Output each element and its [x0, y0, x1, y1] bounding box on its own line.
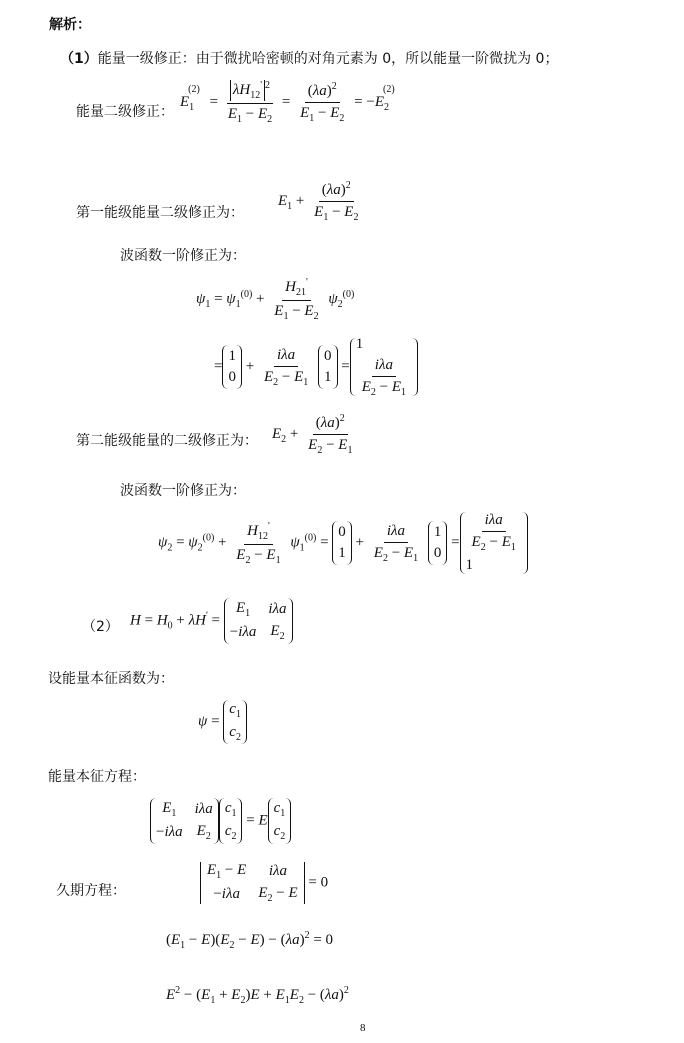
equation-quadratic: $E^2 - (E_1 + E_2)E + E_1E_2 - (\lambda a)^2$: [166, 985, 349, 1006]
page-number: 8: [360, 1022, 366, 1034]
part1-intro-text: 能量一级修正：由于微扰哈密顿的对角元素为 0，所以能量一阶微扰为 0；: [97, 51, 559, 67]
secular-label: 久期方程：: [56, 883, 126, 899]
equation-level1: $E_1$ + $\frac{(\lambda a)^2}{E_1 - E_2}$: [278, 180, 359, 223]
equation-second-order: $E_1^{(2)}$ = $\frac{\lambda H_{12}' ^2}{E_1 - E_2}$ = $\frac{(\lambda a)^2}{E_1 - E_2}$ = $-E_2^{(2)}$: [180, 80, 395, 126]
level2-label: 第二能级能量的二级修正为：: [76, 433, 258, 449]
eigen-equation-label: 能量本征方程：: [48, 769, 146, 785]
equation-hamiltonian: $H = H_0 + \lambda H'$ = $E_1$ iλa −iλa $E_2$: [130, 598, 293, 644]
part2-label: （2）: [82, 619, 119, 635]
equation-level2: $E_2$ + $\frac{(\lambda a)^2}{E_2 - E_1}$: [272, 413, 353, 456]
wave1-label: 波函数一阶修正为：: [120, 248, 246, 264]
heading: 解析：: [49, 17, 91, 33]
equation-determinant-expanded: $(E_1 - E)(E_2 - E) - (\lambda a)^2 = 0$: [166, 930, 334, 951]
eigenfunction-label: 设能量本征函数为：: [48, 671, 174, 687]
second-order-label: 能量二级修正：: [76, 104, 174, 120]
equation-secular: $E_1 - E$ iλa −iλa $E_2 - E$ = 0: [200, 862, 328, 904]
equation-eigenfunction: ψ = $c_1$ $c_2$: [198, 700, 247, 744]
part1-intro: [60, 48, 558, 68]
equation-eigen: $E_1$ iλa −iλa $E_2$ $c_1$ $c_2$ = E $c_1$ $c_2$: [150, 798, 291, 844]
equation-psi1: $\psi_1 = \psi_1^{(0)}$ + $\frac{H_{21}'}{E_1 - E_2}$ $\psi_2^{(0)}$: [196, 277, 355, 322]
part1-label: （1）: [60, 51, 98, 67]
level1-label: 第一能级能量二级修正为：: [76, 205, 244, 221]
equation-psi2: $\psi_2 = \psi_2^{(0)}$ + $\frac{H_{12}'}{E_2 - E_1}$ $\psi_1^{(0)}$ = 0 1 + $\frac{\text{iλa}}{E_2 - E_1}$ 1 0 = $\frac{\text{iλa}}{E_2 - E_1}$ 1: [158, 512, 528, 574]
equation-psi1-matrix: = 1 0 + $\frac{\text{iλa}}{E_2 - E_1}$ 0 1 = 1 $\frac{\text{iλa}}{E_2 - E_1}$: [214, 336, 418, 398]
wave2-label: 波函数一阶修正为：: [120, 483, 246, 499]
